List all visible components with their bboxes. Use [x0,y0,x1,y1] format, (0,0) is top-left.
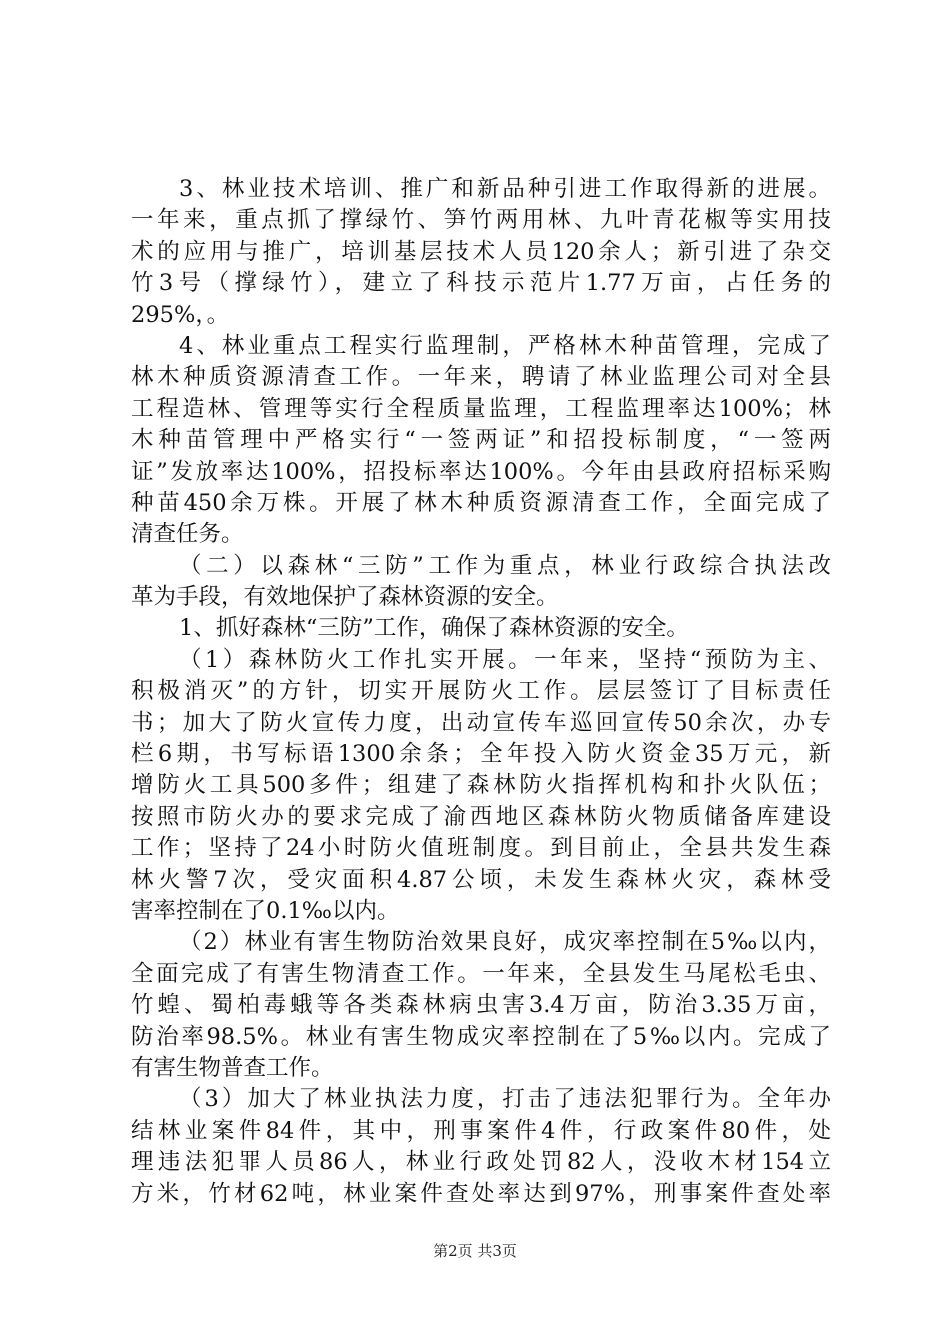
text-line: （二）以森林“三防”工作为重点，林业行政综合执法改 [179,552,831,579]
text-line: 积极消灭”的方针，切实开展防火工作。层层签订了目标责任 [131,678,831,705]
text-line: 林火警7次，受灾面积4.87公顷，未发生森林火灾，森林受 [131,866,831,893]
text-line: 术的应用与推广，培训基层技术人员120余人；新引进了杂交 [131,238,831,265]
text-line: （2）林业有害生物防治效果良好，成灾率控制在5‰以内， [179,929,831,956]
page-footer: 第2页 共3页 [433,1242,517,1260]
text-line: 证”发放率达100%，招投标率达100%。今年由县政府招标采购 [131,458,831,485]
text-line: 结林业案件84件，其中，刑事案件4件，行政案件80件，处 [131,1117,831,1144]
text-line: 竹蝗、蜀柏毒蛾等各类森林病虫害3.4万亩，防治3.35万亩， [131,992,831,1019]
text-line: 清查任务。 [131,521,244,548]
text-line: 4、林业重点工程实行监理制，严格林木种苗管理，完成了 [179,332,831,359]
text-line: 革为手段，有效地保护了森林资源的安全。 [131,584,559,611]
text-line: 按照市防火办的要求完成了渝西地区森林防火物质储备库建设 [131,803,831,830]
text-line: 栏6期，书写标语1300余条；全年投入防火资金35万元，新 [131,741,831,768]
document-body [131,174,831,1210]
text-line: 有害生物普查工作。 [131,1054,334,1081]
text-line: 竹3号（撑绿竹），建立了科技示范片1.77万亩，占任务的 [131,270,831,297]
text-line: 3、林业技术培训、推广和新品种引进工作取得新的进展。 [179,176,831,202]
text-line: 林木种质资源清查工作。一年来，聘请了林业监理公司对全县 [131,364,831,391]
text-line: 书；加大了防火宣传力度，出动宣传车巡回宣传50余次，办专 [131,709,831,736]
text-line: 全面完成了有害生物清查工作。一年来，全县发生马尾松毛虫、 [131,960,831,987]
text-line: （3）加大了林业执法力度，打击了违法犯罪行为。全年办 [179,1086,831,1113]
text-line: 295%，。 [131,301,230,328]
text-line: 工程造林、管理等实行全程质量监理，工程监理率达100%；林 [131,395,831,422]
text-line: 一年来，重点抓了撑绿竹、笋竹两用林、九叶青花椒等实用技 [131,207,831,234]
text-line: 工作；坚持了24小时防火值班制度。到目前止，全县共发生森 [131,835,831,862]
text-line: 种苗450余万株。开展了林木种质资源清查工作，全面完成了 [131,489,831,516]
text-line: 害率控制在了0.1‰以内。 [131,897,400,924]
text-line: 1、抓好森林“三防”工作，确保了森林资源的安全。 [179,615,689,642]
text-line: 增防火工具500多件；组建了森林防火指挥机构和扑火队伍； [131,772,831,799]
text-line: 方米，竹材62吨，林业案件查处率达到97%，刑事案件查处率 [131,1180,831,1207]
text-line: 理违法犯罪人员86人，林业行政处罚82人，没收木材154立 [131,1149,831,1176]
text-line: （1）森林防火工作扎实开展。一年来，坚持“预防为主、 [179,646,831,673]
text-line: 防治率98.5%。林业有害生物成灾率控制在了5‰以内。完成了 [131,1023,831,1050]
text-line: 木种苗管理中严格实行“一签两证”和招投标制度，“一签两 [131,427,831,454]
